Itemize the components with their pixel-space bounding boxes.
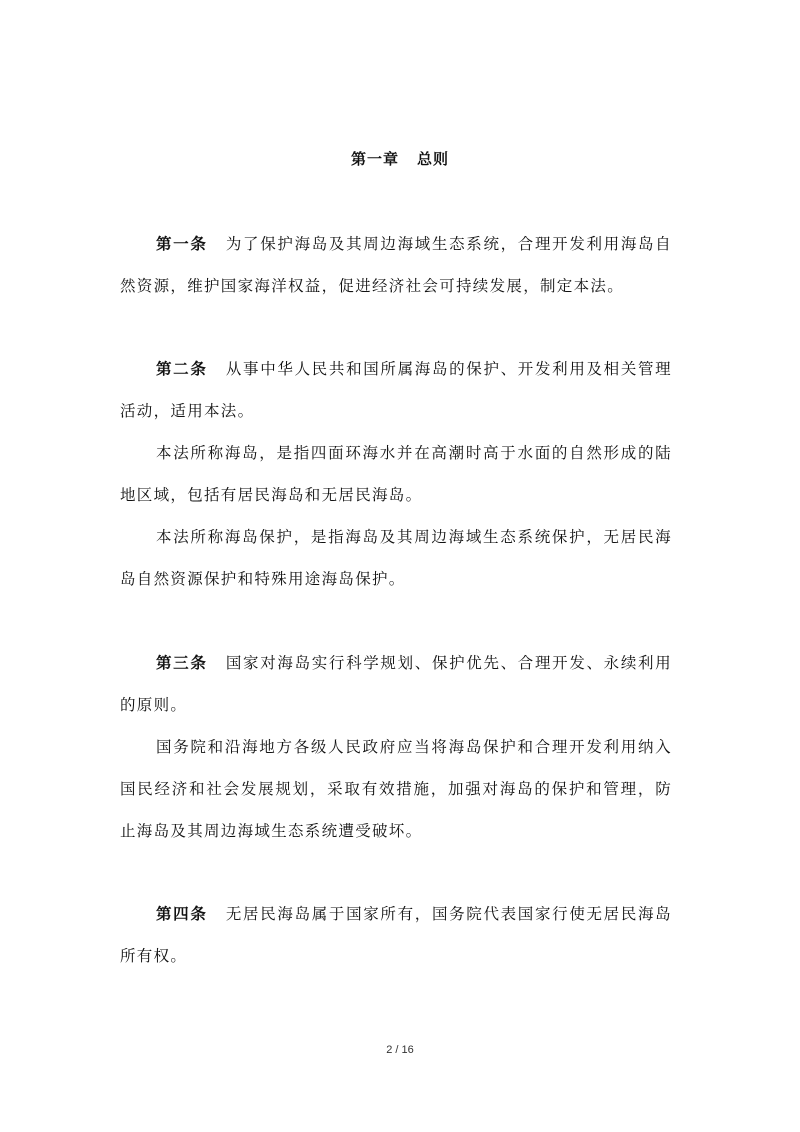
chapter-number: 第一章	[350, 150, 399, 168]
article-3-text-2: 国务院和沿海地方各级人民政府应当将海岛保护和合理开发利用纳入国民经济和社会发展规划，采取有效措施，加强对海岛的保护和管理，防止海岛及其周边海域生态系统遭受破坏。	[120, 738, 672, 840]
article-1-text-1: 为了保护海岛及其周边海域生态系统，合理开发利用海岛自然资源，维护国家海洋权益，促进经济社会可持续发展，制定本法。	[120, 235, 672, 295]
article-3-paragraph-1	[120, 642, 672, 726]
article-4-text-1: 无居民海岛属于国家所有，国务院代表国家行使无居民海岛所有权。	[120, 905, 672, 965]
article-2-text-3: 本法所称海岛保护，是指海岛及其周边海域生态系统保护，无居民海岛自然资源保护和特殊用途海岛保护。	[120, 528, 672, 588]
article-4-paragraph-1	[120, 893, 672, 977]
article-3-paragraph-2	[120, 726, 672, 852]
article-2-label: 第二条	[156, 360, 208, 378]
chapter-heading	[0, 148, 800, 169]
article-2-text-1: 从事中华人民共和国所属海岛的保护、开发利用及相关管理活动，适用本法。	[120, 360, 672, 420]
chapter-name: 总则	[417, 150, 450, 168]
article-4-label: 第四条	[156, 905, 208, 923]
article-2-paragraph-2	[120, 432, 672, 516]
article-2-paragraph-1	[120, 348, 672, 432]
article-1-label: 第一条	[156, 235, 208, 253]
page-number: 2 / 16	[386, 1044, 414, 1056]
article-3-text-1: 国家对海岛实行科学规划、保护优先、合理开发、永续利用的原则。	[120, 654, 672, 714]
article-1-paragraph-1	[120, 223, 672, 307]
article-2-text-2: 本法所称海岛，是指四面环海水并在高潮时高于水面的自然形成的陆地区域，包括有居民海岛和无居民海岛。	[120, 444, 672, 504]
article-2-paragraph-3	[120, 516, 672, 600]
article-3-label: 第三条	[156, 654, 208, 672]
